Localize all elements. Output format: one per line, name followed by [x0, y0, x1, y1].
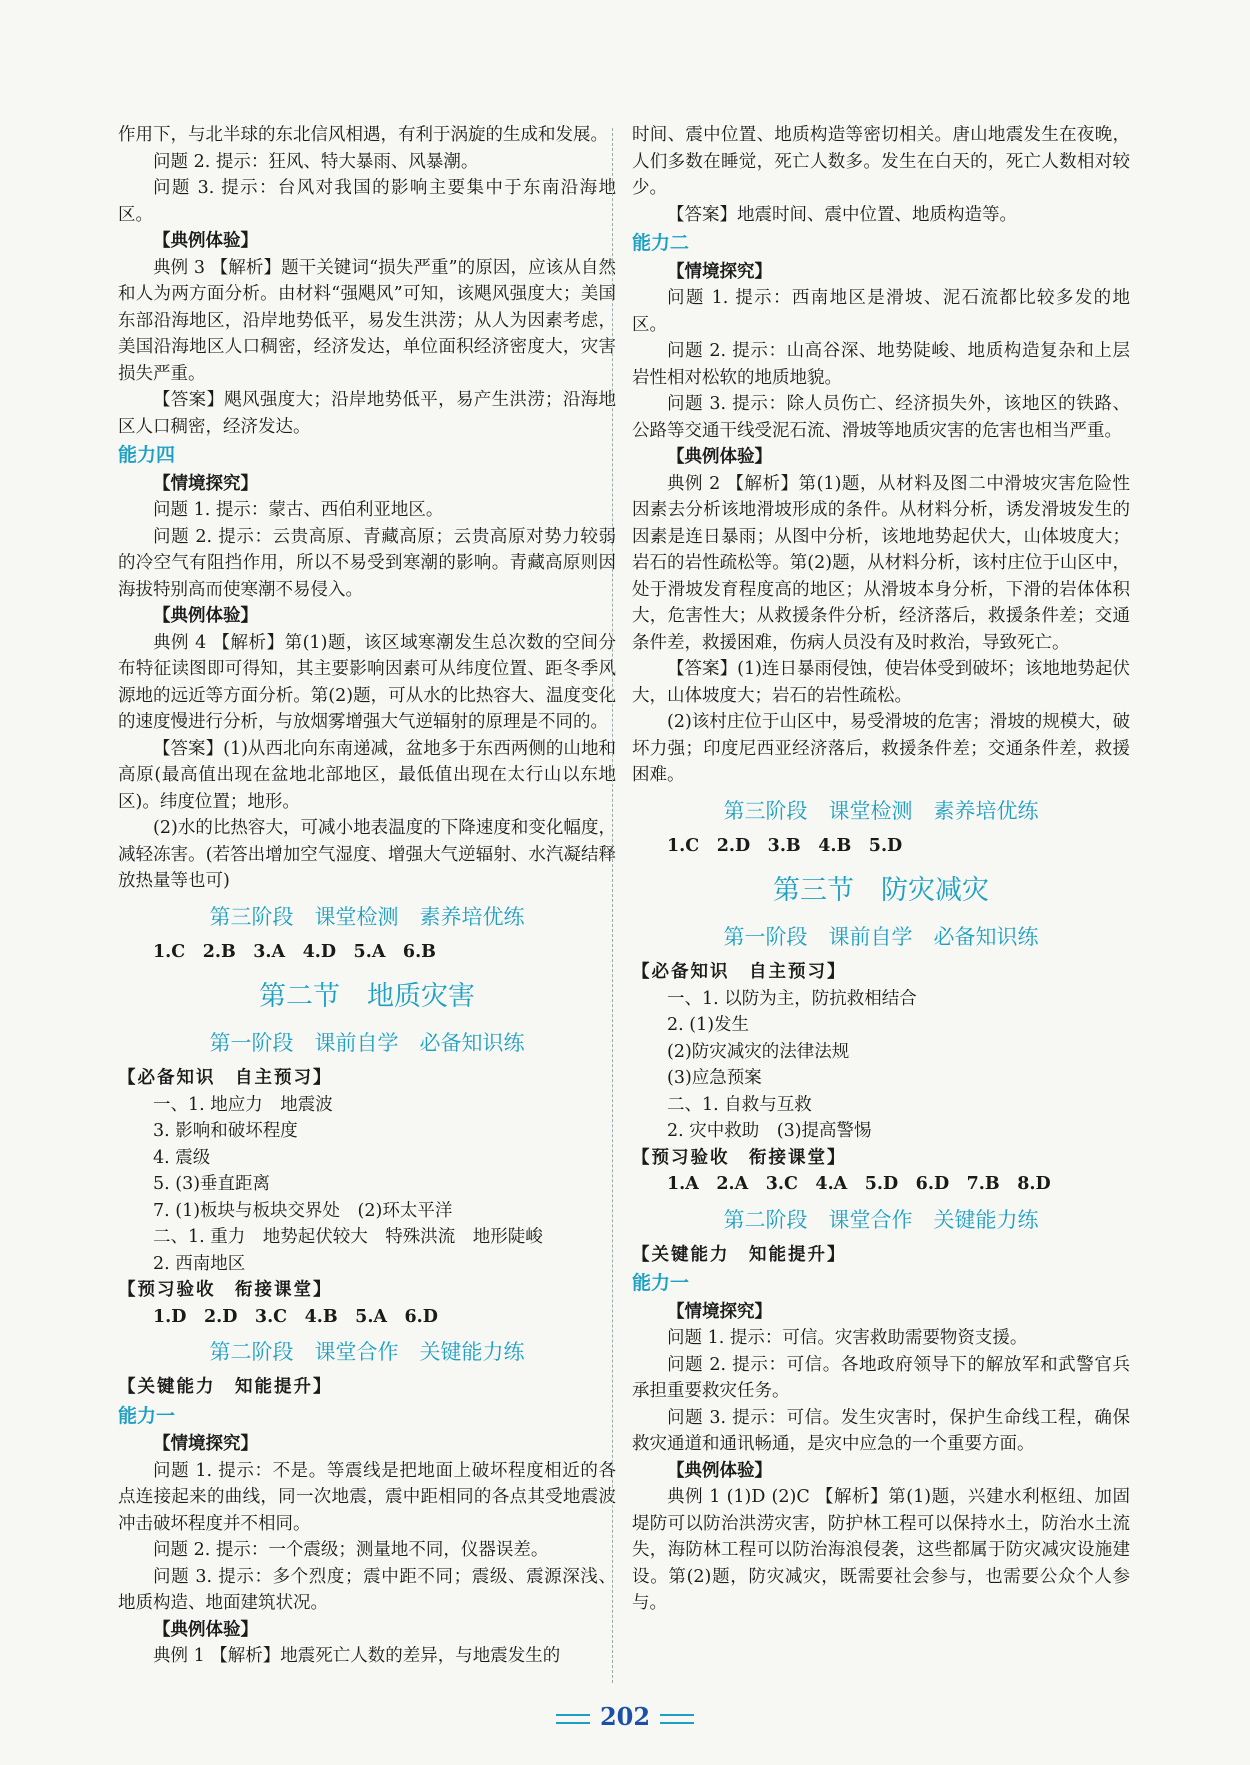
paragraph: 问题 2. 提示：山高谷深、地势陡峻、地质构造复杂和上层岩性相对松软的地质地貌。 [632, 341, 1130, 388]
bracket-heading: 【预习验收 衔接课堂】 [632, 1147, 847, 1168]
paragraph: 问题 2. 提示：云贵高原、青藏高原；云贵高原对势力较弱的冷空气有阻挡作用，所以不易受到寒潮的影响。青藏高原则因海拔特别高而使寒潮不易侵入。 [118, 526, 616, 600]
paragraph: 典例 1 【解析】地震死亡人数的差异，与地震发生的 [153, 1646, 561, 1666]
stage-heading: 第三阶段 课堂检测 素养培优练 [209, 904, 525, 929]
paragraph: 典例 1 (1)D (2)C 【解析】第(1)题，兴建水利枢纽、加固堤防可以防治洪涝灾害，防护林工程可以保持水土，防治水土流失，海防林工程可以防治海浪侵袭，这些都属于防灾减灾设施建设。第(2)题，防灾减灾，既需要社会参与，也需要公众个人参与。 [632, 1487, 1130, 1613]
paragraph: 问题 3. 提示：除人员伤亡、经济损失外，该地区的铁路、公路等交通干线受泥石流、滑坡等地质灾害的危害也相当严重。 [632, 394, 1130, 441]
paragraph: 时间、震中位置、地质构造等密切相关。唐山地震发生在夜晚，人们多数在睡觉，死亡人数多。发生在白天的，死亡人数相对较少。 [632, 125, 1130, 198]
list-item: (2)防灾减灾的法律法规 [667, 1041, 850, 1062]
list-item: 一、1. 以防为主，防抗救相结合 [667, 988, 917, 1009]
paragraph: 问题 3. 提示：多个烈度；震中距不同；震级、震源深浅、地质构造、地面建筑状况。 [118, 1566, 616, 1613]
page-number: 202 [599, 1702, 651, 1731]
bracket-heading: 【必备知识 自主预习】 [632, 962, 847, 982]
bracket-heading: 【关键能力 知能提升】 [632, 1244, 847, 1265]
paragraph: 问题 2. 提示：狂风、特大暴雨、风暴潮。 [153, 151, 479, 172]
answer-line: 1.C 2.D 3.B 4.B 5.D [667, 835, 903, 856]
bracket-heading: 【预习验收 衔接课堂】 [118, 1280, 333, 1300]
section-title: 第二节 地质灾害 [259, 981, 475, 1012]
section-title: 第三节 防灾减灾 [773, 875, 989, 906]
list-item: 2. 灾中救助 (3)提高警惕 [667, 1121, 872, 1141]
paragraph: 问题 2. 提示：可信。各地政府领导下的解放军和武警官兵承担重要救灾任务。 [632, 1354, 1130, 1401]
paragraph: 问题 1. 提示：不是。等震线是把地面上破坏程度相近的各点连接起来的曲线，同一次地震，震中距相同的各点其受地震波冲击破坏程度并不相同。 [118, 1460, 616, 1534]
stage-heading: 第三阶段 课堂检测 素养培优练 [723, 798, 1039, 823]
paragraph: 作用下，与北半球的东北信风相遇，有利于涡旋的生成和发展。 [118, 125, 608, 145]
bracket-heading: 【关键能力 知能提升】 [118, 1377, 333, 1397]
list-item: 二、1. 重力 地势起伏较大 特殊洪流 地形陡峻 [153, 1227, 543, 1247]
paragraph: (2)水的比热容大，可减小地表温度的下降速度和变化幅度，减轻冻害。(若答出增加空气湿度、增强大气逆辐射、水汽凝结释放热量等也可) [118, 818, 616, 891]
ability-heading: 能力二 [632, 232, 690, 254]
list-item: 2. (1)发生 [667, 1015, 750, 1035]
subheading: 【典例体验】 [153, 606, 258, 626]
page-footer [0, 1702, 1250, 1731]
paragraph: 【答案】飓风强度大；沿岸地势低平，易产生洪涝；沿海地区人口稠密，经济发达。 [118, 390, 616, 437]
subheading: 【典例体验】 [667, 1460, 772, 1481]
subheading: 【典例体验】 [153, 231, 258, 251]
list-item: 5. (3)垂直距离 [153, 1174, 271, 1194]
paragraph: 问题 3. 提示：可信。发生灾害时，保护生命线工程，确保救灾通道和通讯畅通，是灾中应急的一个重要方面。 [632, 1407, 1130, 1454]
paragraph: 【答案】地震时间、震中位置、地质构造等。 [667, 204, 1017, 225]
footer-ornament-right [660, 1714, 694, 1724]
subheading: 【情境探究】 [667, 261, 772, 282]
list-item: 4. 震级 [153, 1147, 211, 1168]
answer-line: 1.A 2.A 3.C 4.A 5.D 6.D 7.B 8.D [667, 1174, 1051, 1194]
paragraph: 问题 2. 提示：一个震级；测量地不同，仪器误差。 [153, 1540, 549, 1560]
ability-heading: 能力四 [118, 444, 176, 466]
list-item: 一、1. 地应力 地震波 [153, 1094, 333, 1115]
list-item: 2. 西南地区 [153, 1253, 246, 1274]
paragraph: 问题 1. 提示：可信。灾害救助需要物资支援。 [667, 1328, 1028, 1348]
list-item: 3. 影响和破坏程度 [153, 1121, 298, 1141]
list-item: 二、1. 自救与互救 [667, 1094, 812, 1115]
ability-heading: 能力一 [118, 1404, 176, 1427]
column-divider [612, 128, 614, 1683]
stage-heading: 第二阶段 课堂合作 关键能力练 [723, 1207, 1039, 1232]
paragraph: 【答案】(1)从西北向东南递减，盆地多于东西两侧的山地和高原(最高值出现在盆地北部地区，最低值出现在太行山以东地区)。纬度位置；地形。 [118, 738, 616, 812]
right-column [632, 122, 1130, 1617]
list-item: 7. (1)板块与板块交界处 (2)环太平洋 [153, 1200, 453, 1221]
subheading: 【情境探究】 [667, 1301, 772, 1322]
paragraph: 问题 1. 提示：蒙古、西伯利亚地区。 [153, 500, 444, 520]
subheading: 【典例体验】 [153, 1619, 258, 1640]
paragraph: 典例 3 【解析】题干关键词“损失严重”的原因，应该从自然和人为两方面分析。由材料“强飓风”可知，该飓风强度大；美国东部沿海地区，沿岸地势低平，易发生洪涝；从人为因素考虑，美国沿海地区人口稠密，经济发达，单位面积经济密度大，灾害损失严重。 [118, 257, 616, 384]
list-item: (3)应急预案 [667, 1068, 762, 1088]
paragraph: 典例 2 【解析】第(1)题，从材料及图二中滑坡灾害危险性因素去分析该地滑坡形成的条件。从材料分析，诱发滑坡发生的因素是连日暴雨；从图中分析，该地地势起伏大，山体坡度大；岩石的岩性疏松等。第(2)题，从材料分析，该村庄位于山区中，处于滑坡发育程度高的地区；从滑坡本身分析，下滑的岩体体积大，危害性大；从救援条件分析，经济落后，救援条件差；交通条件差，救援困难，伤病人员没有及时救治，导致死亡。 [632, 473, 1130, 653]
bracket-heading: 【必备知识 自主预习】 [118, 1068, 333, 1088]
stage-heading: 第一阶段 课前自学 必备知识练 [723, 925, 1039, 949]
paragraph: 【答案】(1)连日暴雨侵蚀，使岩体受到破坏；该地地势起伏大，山体坡度大；岩石的岩性疏松。 [632, 659, 1130, 706]
subheading: 【情境探究】 [153, 473, 258, 494]
subheading: 【典例体验】 [667, 447, 772, 467]
paragraph: 典例 4 【解析】第(1)题，该区域寒潮发生总次数的空间分布特征读图即可得知，其主要影响因素可从纬度位置、距冬季风源地的远近等方面分析。第(2)题，可从水的比热容大、温度变化的速度慢进行分析，与放烟雾增强大气逆辐射的原理是不同的。 [118, 632, 616, 732]
subheading: 【情境探究】 [153, 1434, 258, 1454]
stage-heading: 第一阶段 课前自学 必备知识练 [209, 1031, 525, 1055]
answer-line: 1.D 2.D 3.C 4.B 5.A 6.D [153, 1306, 438, 1327]
footer-ornament-left [556, 1714, 590, 1724]
paragraph: 问题 1. 提示：西南地区是滑坡、泥石流都比较多发的地区。 [632, 288, 1130, 335]
paragraph: (2)该村庄位于山区中，易受滑坡的危害；滑坡的规模大，破坏力强；印度尼西亚经济落后，救援条件差；交通条件差，救援困难。 [632, 712, 1130, 785]
stage-heading: 第二阶段 课堂合作 关键能力练 [209, 1340, 525, 1364]
paragraph: 问题 3. 提示：台风对我国的影响主要集中于东南沿海地区。 [118, 178, 616, 225]
ability-heading: 能力一 [632, 1272, 690, 1294]
left-column [118, 122, 616, 1670]
answer-line: 1.C 2.B 3.A 4.D 5.A 6.B [153, 941, 436, 962]
